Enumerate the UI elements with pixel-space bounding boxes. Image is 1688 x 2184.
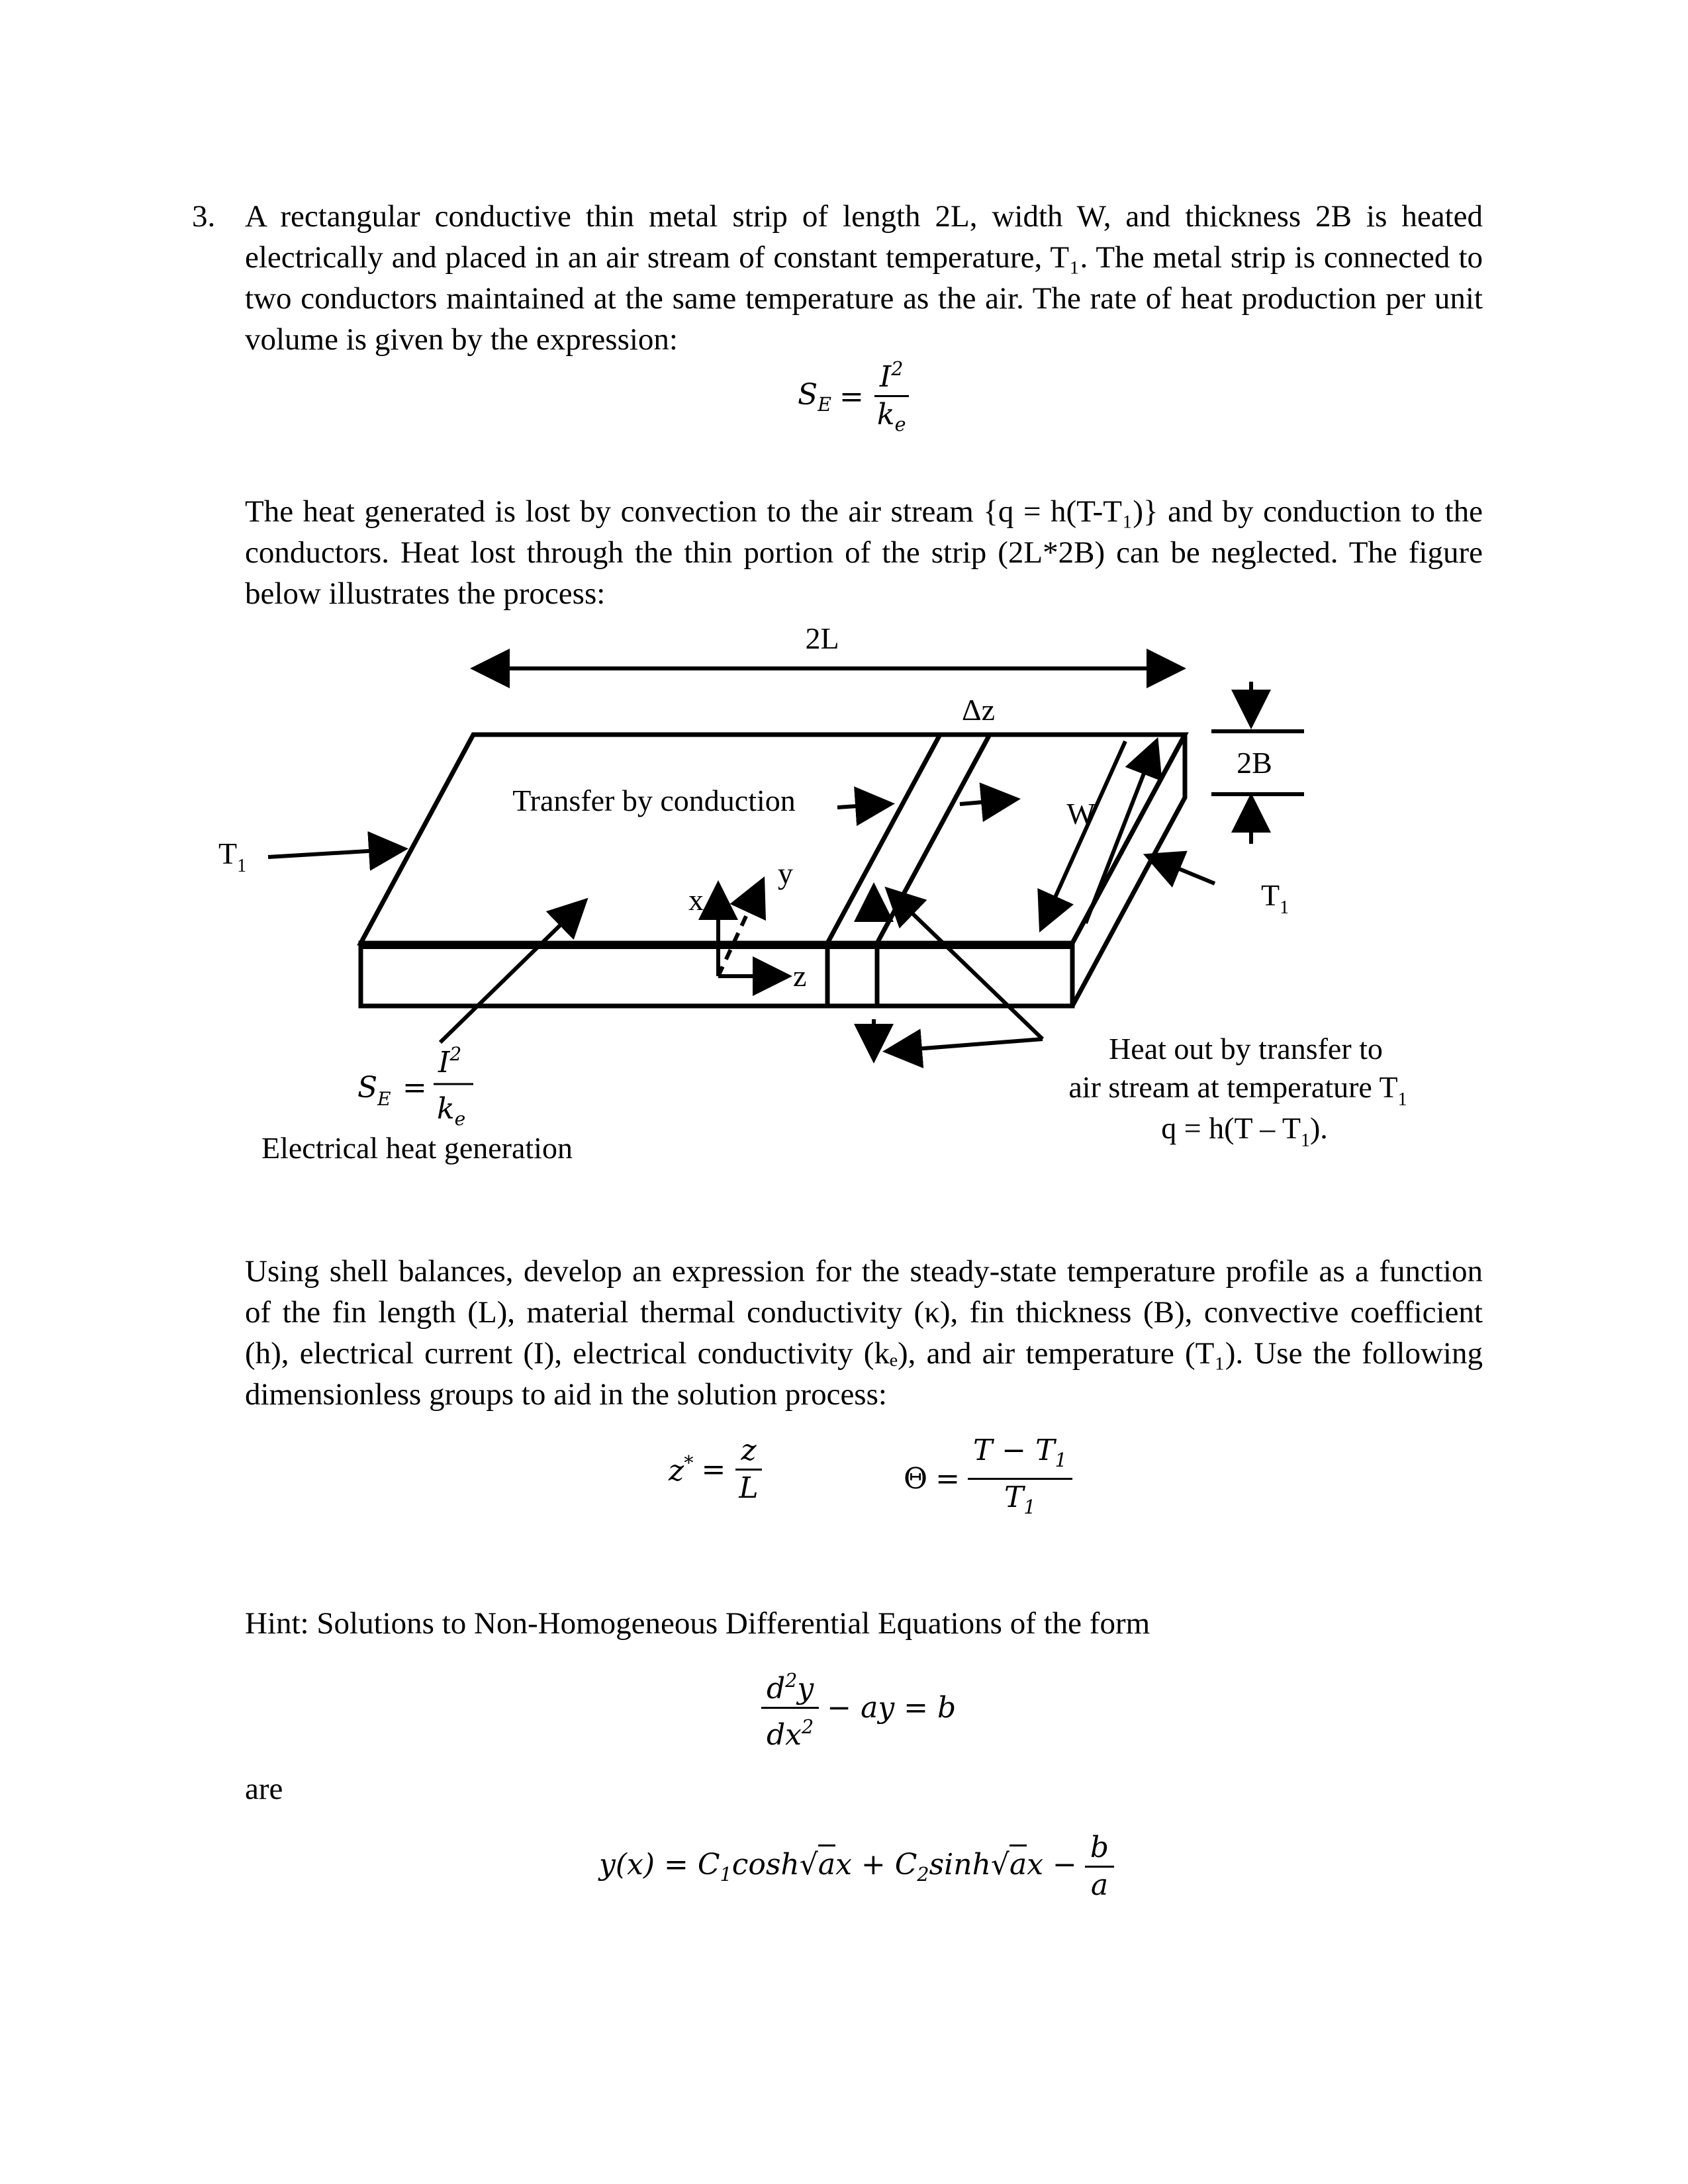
heat-out-line-3: $q = h(T - T_1)$.	[1161, 1111, 1328, 1151]
t1-left-label: $T_1$	[218, 837, 247, 876]
strip-top-face	[361, 735, 1185, 943]
heat-out-line-2: air stream at temperature $T_1$	[1068, 1070, 1407, 1110]
zstar-equation: z* = $\frac{z}{L}$	[669, 1433, 764, 1506]
figure-heat-generation-equation	[357, 1043, 473, 1130]
conduction-arrow-2	[960, 799, 1013, 804]
heat-out-diag-1	[890, 892, 1043, 1039]
slab-line-left-top	[827, 735, 940, 943]
axis-z-label: z	[793, 959, 807, 993]
dz-label: Δz	[962, 693, 995, 727]
t1-right-arrow	[1150, 857, 1215, 884]
axis-x-label: x	[688, 883, 704, 917]
strip-side-face	[1072, 735, 1185, 1006]
conduction-arrow-1	[837, 804, 887, 807]
slab-line-right-top	[877, 735, 990, 943]
length-label: 2L	[805, 621, 839, 655]
heat-generation-equation: $S_E$ = $\frac{I^2}{k_e}$	[798, 351, 912, 442]
thickness-label: 2B	[1237, 746, 1272, 780]
intro-paragraph: A rectangular conductive thin metal strip of length 2L, width W, and thickness 2B is heated electrically and placed in an air stream of constant temperature, T₁. The metal strip is connected to two conductors maintained at the same temperature as the air. The rate of heat production per unit volume is given by the expression:	[245, 199, 1483, 357]
width-arrow-down	[1043, 741, 1125, 925]
svg-text:SE: $S_E$	[357, 1071, 391, 1110]
t1-right-label: $T_1$	[1261, 878, 1289, 918]
width-label: W	[1066, 797, 1096, 831]
svg-text:ke: $k_e$	[437, 1092, 466, 1130]
heat-out-diag-2	[890, 1039, 1043, 1051]
ode-equation: $\frac{d^2y}{dx^2}$ − ay = b	[761, 1662, 956, 1753]
axis-y-label: y	[778, 856, 793, 890]
width-arrow-up	[1086, 745, 1155, 923]
problem-number: 3.	[192, 199, 216, 234]
generation-caption: Electrical heat generation	[261, 1131, 573, 1165]
are-text: are	[245, 1772, 283, 1806]
heat-loss-paragraph: The heat generated is lost by convection to the air stream {q = h(T-T₁)} and by conduction to the conductors. Heat lost through the thin portion of the strip (2L*2B) can be neglected. The figure below illustrates the process:	[245, 494, 1483, 611]
heat-out-line-1: Heat out by transfer to	[1109, 1032, 1383, 1066]
svg-text:I2: $I^2$	[438, 1043, 462, 1079]
y-axis-arrow	[718, 884, 761, 976]
conduction-label: Transfer by conduction	[512, 784, 796, 817]
strip-figure	[0, 609, 1688, 1205]
generation-arrow	[440, 903, 583, 1042]
task-paragraph: Using shell balances, develop an expression for the steady-state temperature profile as a function of the fin length (L), material thermal conductivity (κ), fin thickness (B), convective coefficient (h), electrical current (I), electrical conductivity (kₑ), and air temperature (T₁). Use the following dimensionless groups to aid in the solution process:	[245, 1254, 1483, 1412]
t1-left-arrow	[268, 849, 400, 857]
solution-equation: $y(x) = C_1\cosh√ax + C_2\sinh√ax$ − $\frac{b}{a}$	[599, 1830, 1114, 1903]
svg-text:=: =	[402, 1071, 427, 1105]
hint-text: Hint: Solutions to Non-Homogeneous Differential Equations of the form	[245, 1606, 1150, 1641]
theta-equation: Θ = $\frac{T - T_1}{T_1}$	[904, 1433, 1072, 1525]
